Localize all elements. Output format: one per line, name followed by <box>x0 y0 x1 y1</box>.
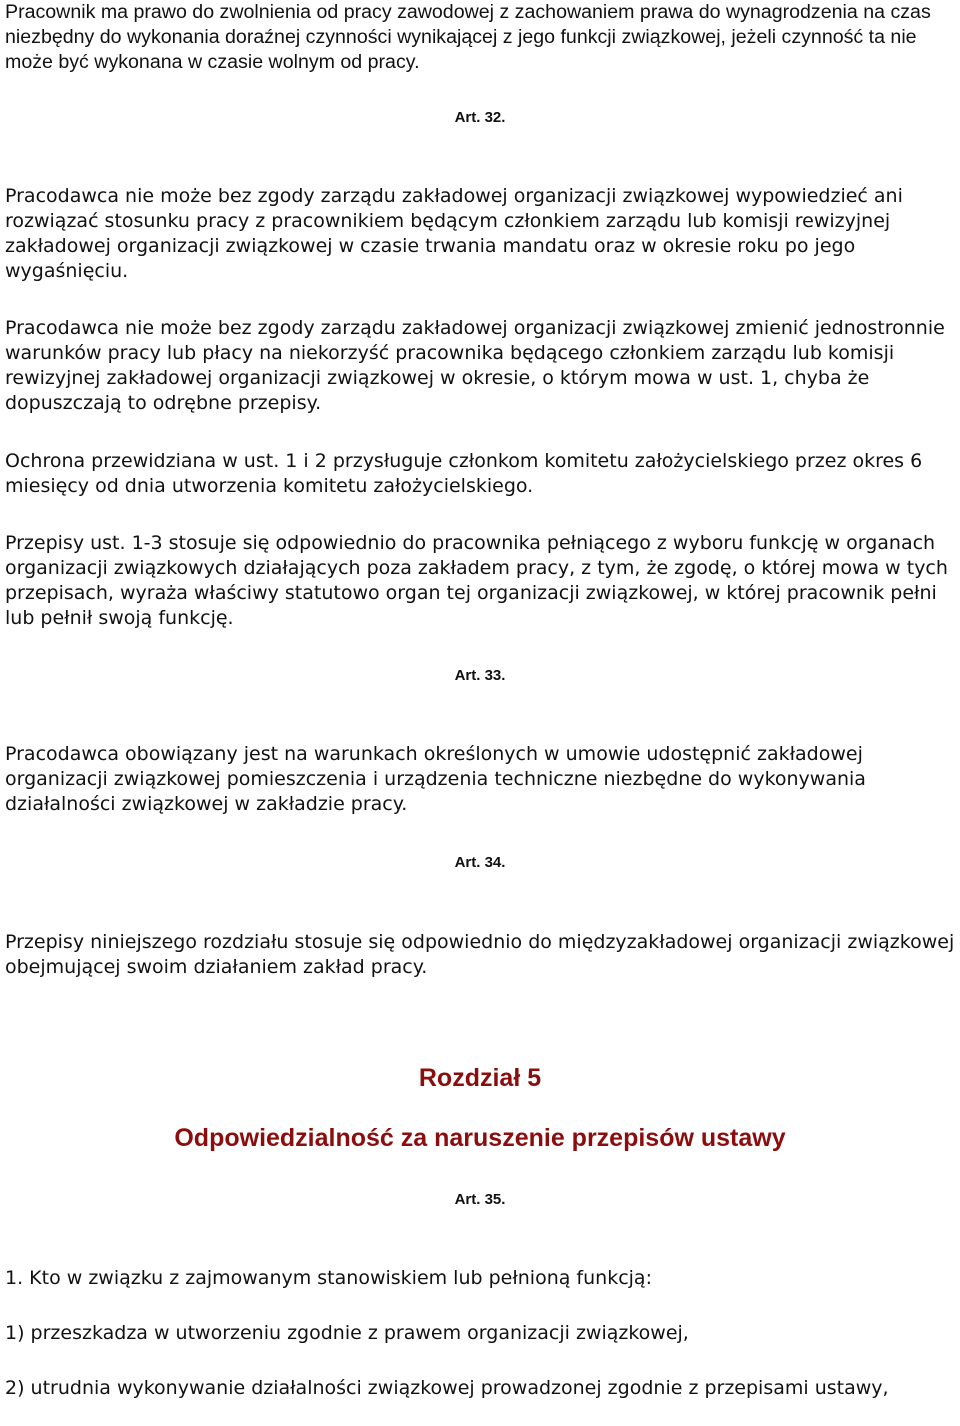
chapter-title: Odpowiedzialność za naruszenie przepisów ustawy <box>174 1124 786 1152</box>
article-33-paragraph-1: Pracodawca obowiązany jest na warunkach określonych w umowie udostępnić zakładowej organizacji związkowej pomieszczenia i urządzenia techniczne niezbędne do wykonywania działalności związkowej w zakładzie pracy. <box>5 743 866 815</box>
article-32-heading: Art. 32. <box>454 109 506 126</box>
article-35-item-2: 2) utrudnia wykonywanie działalności związkowej prowadzonej zgodnie z przepisami ustawy, <box>5 1377 889 1399</box>
intro-paragraph: Pracownik ma prawo do zwolnienia od pracy zawodowej z zachowaniem prawa do wynagrodzenia na czas niezbędny do wykonania doraźnej czynności wynikającej z jego funkcji związkowej, jeżeli czynność ta nie może być wykonana w czasie wolnym od pracy. <box>5 1 931 73</box>
article-33-heading: Art. 33. <box>454 667 506 684</box>
article-35-paragraph-1: 1. Kto w związku z zajmowanym stanowiskiem lub pełnioną funkcją: <box>5 1267 652 1289</box>
article-32-paragraph-3: Ochrona przewidziana w ust. 1 i 2 przysługuje członkom komitetu założycielskiego przez okres 6 miesięcy od dnia utworzenia komitetu założycielskiego. <box>5 450 923 497</box>
chapter-number: Rozdział 5 <box>418 1064 542 1092</box>
article-32-paragraph-4: Przepisy ust. 1-3 stosuje się odpowiednio do pracownika pełniącego z wyboru funkcję w organach organizacji związkowych działających poza zakładem pracy, z tym, że zgodę, o której mowa w tych przepisach, wyraża właściwy statutowo organ tej organizacji związkowej, w której pracownik pełni lub pełnił swoją funkcję. <box>5 532 948 629</box>
article-35-heading: Art. 35. <box>454 1191 506 1208</box>
article-35-item-1: 1) przeszkadza w utworzeniu zgodnie z prawem organizacji związkowej, <box>5 1322 689 1344</box>
article-32-paragraph-2: Pracodawca nie może bez zgody zarządu zakładowej organizacji związkowej zmienić jednostronnie warunków pracy lub płacy na niekorzyść pracownika będącego członkiem zarządu lub komisji rewizyjnej zakładowej organizacji związkowej w okresie, o którym mowa w ust. 1, chyba że dopuszczają to odrębne przepisy. <box>5 317 945 414</box>
article-34-heading: Art. 34. <box>454 854 506 871</box>
article-32-paragraph-1: Pracodawca nie może bez zgody zarządu zakładowej organizacji związkowej wypowiedzieć ani rozwiązać stosunku pracy z pracownikiem będącym członkiem zarządu lub komisji rewizyjnej zakładowej organizacji związkowej w czasie trwania mandatu oraz w okresie roku po jego wygaśnięciu. <box>5 185 903 282</box>
article-34-paragraph-1: Przepisy niniejszego rozdziału stosuje się odpowiednio do międzyzakładowej organizacji związkowej obejmującej swoim działaniem zakład pracy. <box>5 931 955 978</box>
